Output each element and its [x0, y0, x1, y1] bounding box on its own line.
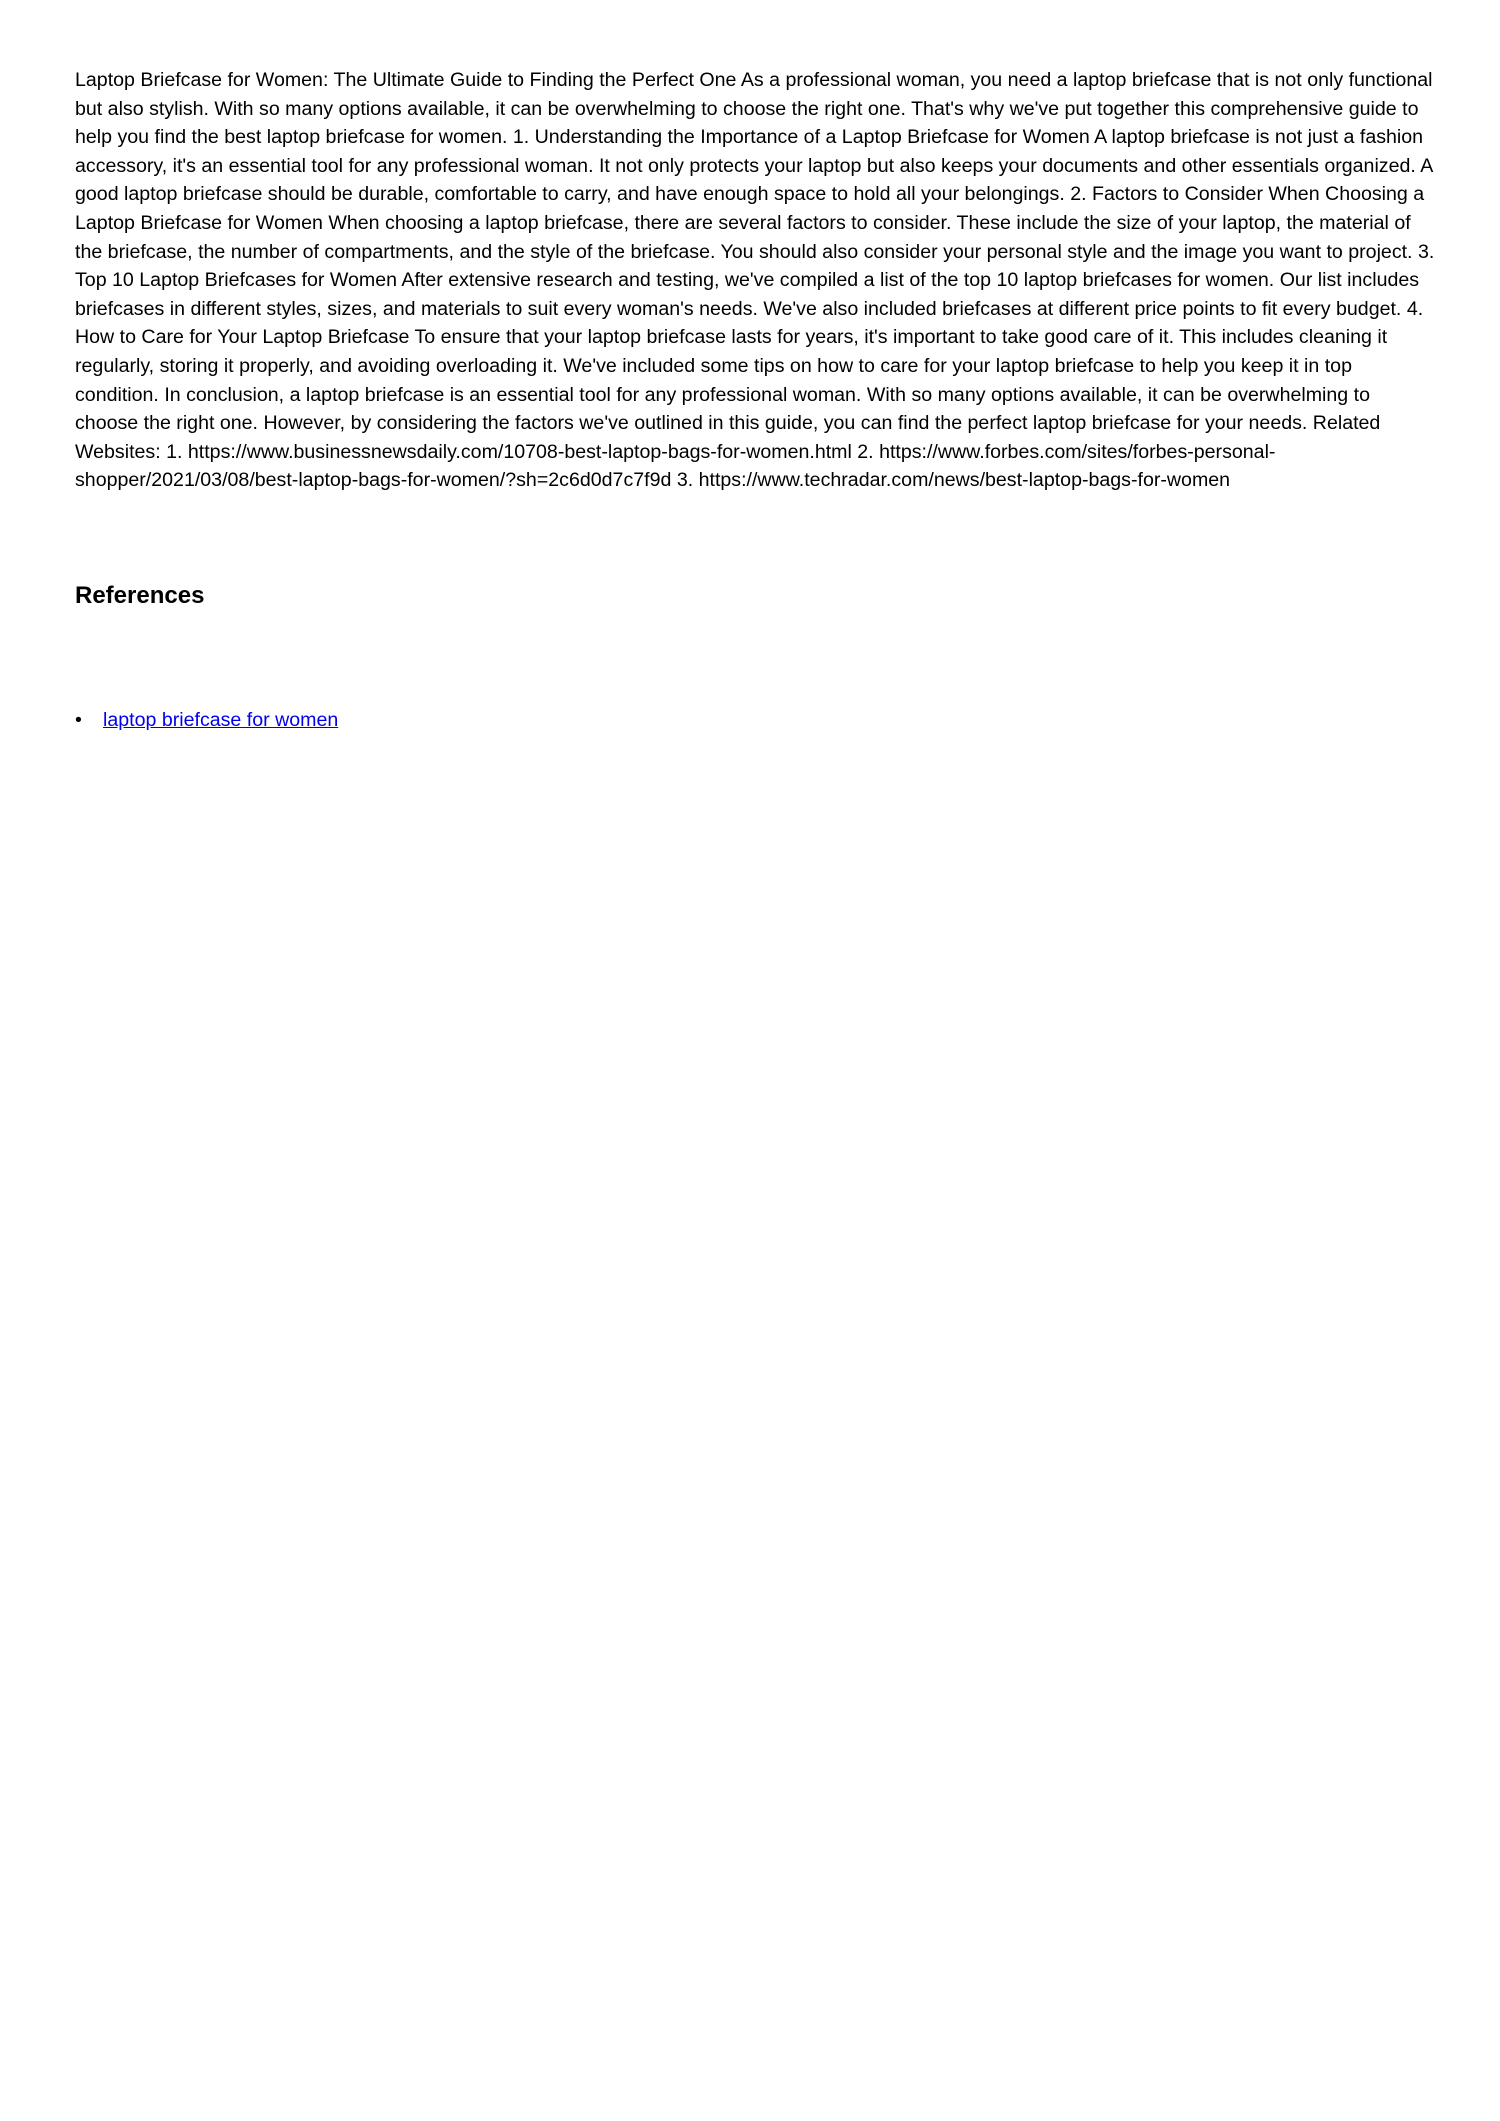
reference-link[interactable]: laptop briefcase for women [103, 709, 339, 731]
article-body: Laptop Briefcase for Women: The Ultimate Guide to Finding the Perfect One As a professional woman, you need a laptop briefcase that is not only functional but also stylish. With so many options available, it can be overwhelming to choose the right one. That's why we've put together this comprehensive guide to help you find the best laptop briefcase for women. 1. Understanding the Importance of a Laptop Briefcase for Women A laptop briefcase is not just a fashion accessory, it's an essential tool for any professional woman. It not only protects your laptop but also keeps your documents and other essentials organized. A good laptop briefcase should be durable, comfortable to carry, and have enough space to hold all your belongings. 2. Factors to Consider When Choosing a Laptop Briefcase for Women When choosing a laptop briefcase, there are several factors to consider. These include the size of your laptop, the material of the briefcase, the number of compartments, and the style of the briefcase. You should also consider your personal style and the image you want to project. 3. Top 10 Laptop Briefcases for Women After extensive research and testing, we've compiled a list of the top 10 laptop briefcases for women. Our list includes briefcases in different styles, sizes, and materials to suit every woman's needs. We've also included briefcases at different price points to fit every budget. 4. How to Care for Your Laptop Briefcase To ensure that your laptop briefcase lasts for years, it's important to take good care of it. This includes cleaning it regularly, storing it properly, and avoiding overloading it. We've included some tips on how to care for your laptop briefcase to help you keep it in top condition. In conclusion, a laptop briefcase is an essential tool for any professional woman. With so many options available, it can be overwhelming to choose the right one. However, by considering the factors we've outlined in this guide, you can find the perfect laptop briefcase for your needs. Related Websites: 1. https://www.businessnewsdaily.com/10708-best-laptop-bags-for-women.html 2. https://www.forbes.com/sites/forbes-personal-shopper/2021/03/08/best-laptop-bags-for-women/?sh=2c6d0d7c7f9d 3. https://www.techradar.com/news/best-laptop-bags-for-women [75, 69, 1435, 492]
references-list [75, 706, 338, 734]
list-item [75, 706, 338, 734]
bullet-icon: • [75, 709, 82, 731]
document-page [75, 66, 1437, 731]
references-heading: References [75, 582, 205, 609]
